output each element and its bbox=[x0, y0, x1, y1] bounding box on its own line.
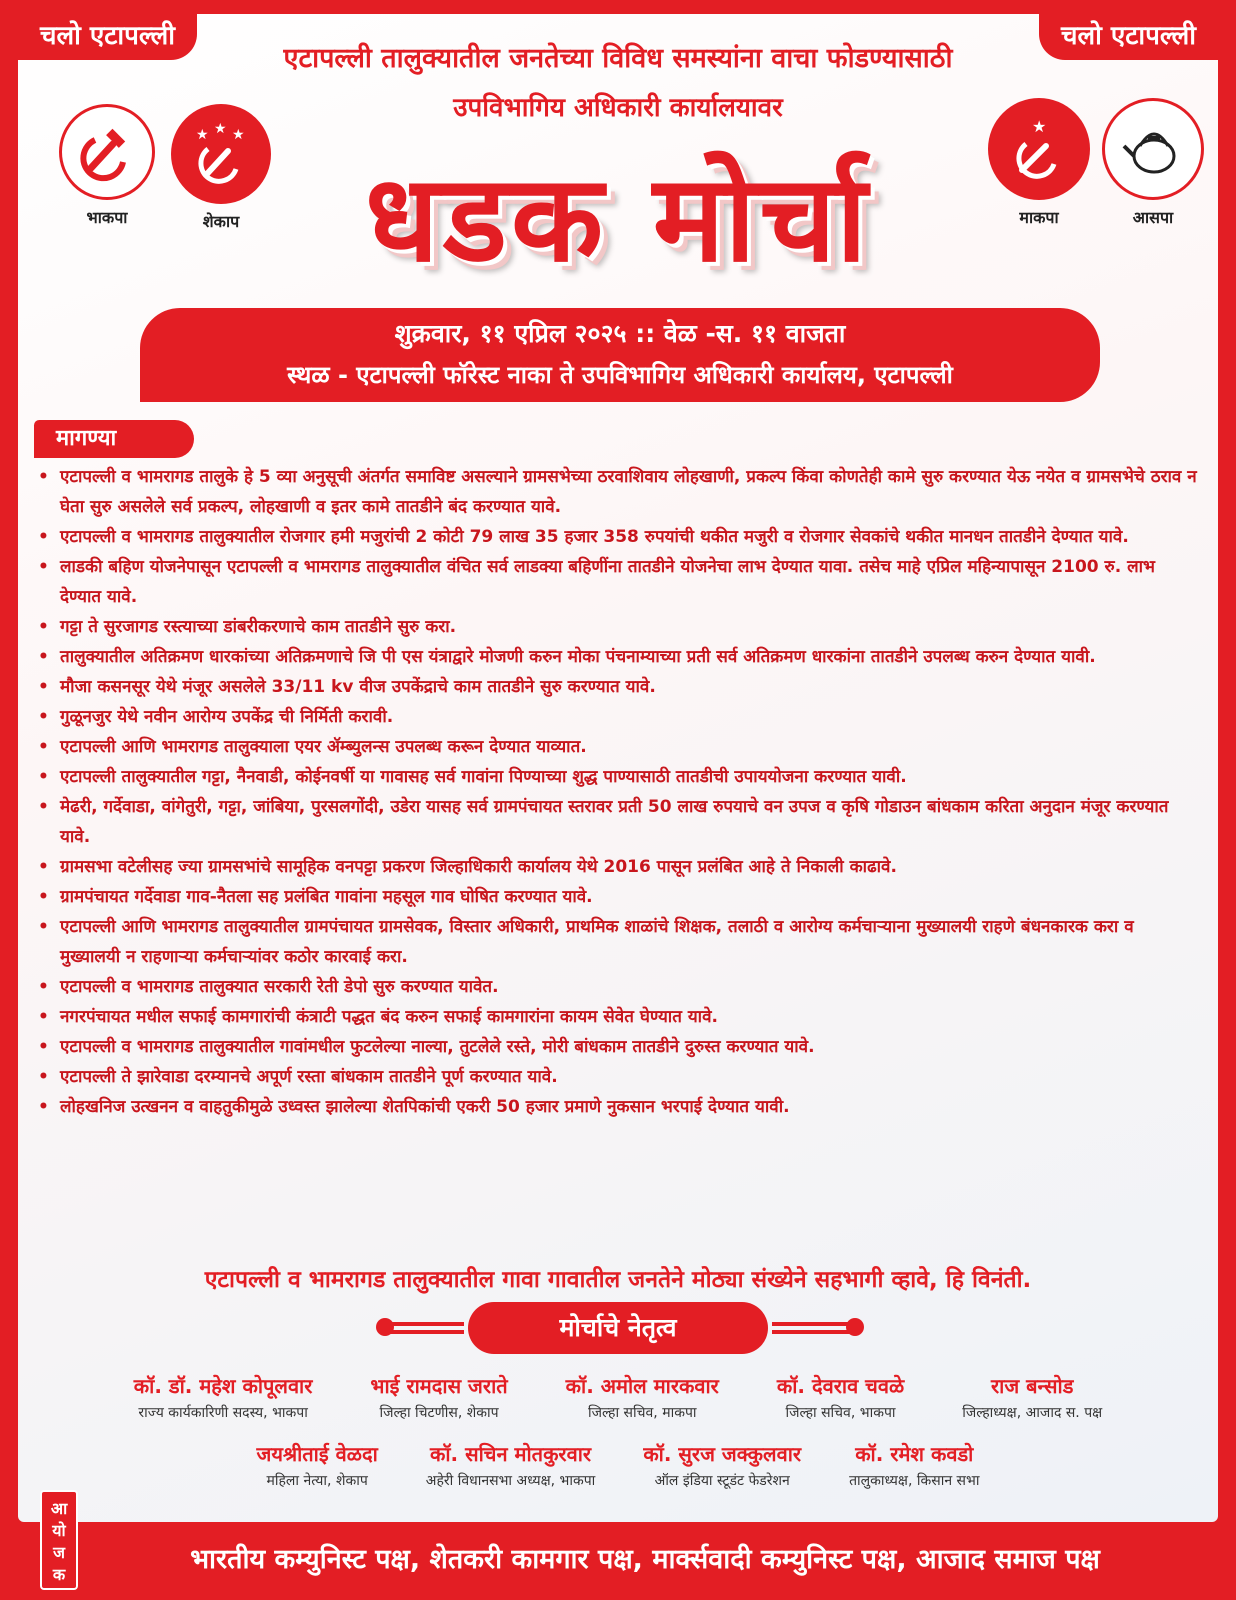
leaders-row-2 bbox=[0, 1440, 1236, 1490]
list-item: • लाडकी बहिण योजनेपासून एटापल्ली व भामरागड तालुक्यातील वंचित सर्व लाडक्या बहिणींना तातडीने योजनेचा लाभ देण्यात यावा. तसेच माहे एप्रिल महिन्यापासून 2100 रु. लाभ देण्यात यावे. bbox=[38, 552, 1198, 612]
leader-role: जिल्हा सचिव, भाकपा bbox=[785, 1405, 896, 1421]
list-item: • एटापल्ली व भामरागड तालुक्यातील गावांमधील फुटलेल्या नाल्या, तुटलेले रस्ते, मोरी बांधकाम तातडीने दुरुस्त करण्यात यावे. bbox=[38, 1032, 1198, 1062]
svg-text:★: ★ bbox=[232, 127, 245, 143]
list-item: • ग्रामसभा वटेलीसह ज्या ग्रामसभांचे सामूहिक वनपट्टा प्रकरण जिल्हाधिकारी कार्यालय येथे 2016 पासून प्रलंबित आहे ते निकाली काढावे. bbox=[38, 852, 1198, 882]
organiser-char: यो bbox=[52, 1521, 66, 1540]
svg-text:★: ★ bbox=[196, 127, 209, 143]
list-item: • गुळूनजुर येथे नवीन आरोग्य उपकेंद्र ची निर्मिती करावी. bbox=[38, 702, 1198, 732]
leader-name: कॉ. सचिन मोतकुरवार bbox=[429, 1442, 592, 1466]
leader-card bbox=[849, 1440, 979, 1490]
organiser-char: ज bbox=[53, 1543, 65, 1562]
svg-text:★: ★ bbox=[1032, 117, 1047, 136]
leader-card bbox=[777, 1372, 904, 1422]
leader-role: जिल्हा चिटणीस, शेकाप bbox=[379, 1405, 499, 1421]
leader-card bbox=[426, 1440, 596, 1490]
footer-parties: भारतीय कम्युनिस्ट पक्ष, शेतकरी कामगार पक्ष, मार्क्सवादी कम्युनिस्ट पक्ष, आजाद समाज पक्ष bbox=[190, 1544, 1100, 1575]
event-place: स्थळ - एटापल्ली फॉरेस्ट नाका ते उपविभागिय अधिकारी कार्यालय, एटापल्ली bbox=[287, 361, 953, 389]
leader-role: राज्य कार्यकारिणी सदस्य, भाकपा bbox=[138, 1405, 308, 1421]
leader-card bbox=[370, 1372, 507, 1422]
logo-label: आसपा bbox=[1132, 208, 1174, 227]
appeal-text: एटापल्ली व भामरागड तालुक्यातील गावा गावातील जनतेने मोठ्या संख्येने सहभागी व्हावे, हि विनंती. bbox=[204, 1267, 1032, 1293]
list-item: • ग्रामपंचायत गर्देवाडा गाव-नैतला सह प्रलंबित गावांना महसूल गाव घोषित करण्यात यावे. bbox=[38, 882, 1198, 912]
list-item: • एटापल्ली आणि भामरागड तालुक्याला एयर ॲम्ब्युलन्स उपलब्ध करून देण्यात याव्यात. bbox=[38, 732, 1198, 762]
organiser-char: क bbox=[52, 1565, 66, 1584]
leader-role: जिल्हा सचिव, माकपा bbox=[587, 1405, 697, 1421]
corner-tag-right: चलो एटापल्ली bbox=[1039, 12, 1218, 60]
decorative-dot bbox=[376, 1318, 394, 1336]
list-item: • मेढरी, गर्देवाडा, वांगेतुरी, गट्टा, जांबिया, पुरसलगोंदी, उडेरा यासह सर्व ग्रामपंचायत स्तरावर प्रती 50 लाख रुपयाचे वन उपज व कृषि गोडाउन बांधकाम करिता अनुदान मंजूर करण्यात यावे. bbox=[38, 792, 1198, 852]
header-line-2: उपविभागिय अधिकारी कार्यालयावर bbox=[453, 93, 783, 123]
leader-card bbox=[643, 1440, 801, 1490]
leaders-row-1 bbox=[0, 1372, 1236, 1422]
list-item: • गट्टा ते सुरजागड रस्त्याच्या डांबरीकरणाचे काम तातडीने सुरु करा. bbox=[38, 612, 1198, 642]
list-item: • नगरपंचायत मधील सफाई कामगारांची कंत्राटी पद्धत बंद करुन सफाई कामगारांना कायम सेवेत घेण्यात यावे. bbox=[38, 1002, 1198, 1032]
leader-card bbox=[134, 1372, 313, 1422]
leader-name: कॉ. डॉ. महेश कोपूलवार bbox=[133, 1374, 313, 1398]
leader-name: कॉ. रमेश कवडो bbox=[855, 1442, 974, 1466]
leader-role: ऑल इंडिया स्टूडंट फेडरेशन bbox=[654, 1473, 790, 1489]
logo-label: शेकाप bbox=[202, 212, 240, 231]
leader-role: तालुकाध्यक्ष, किसान सभा bbox=[849, 1473, 980, 1489]
event-band bbox=[140, 308, 1100, 402]
logo-label: भाकपा bbox=[86, 208, 128, 227]
main-title: धडक मोर्चा bbox=[364, 150, 872, 289]
list-item: • मौजा कसनसूर येथे मंजूर असलेले 33/11 kv वीज उपकेंद्राचे काम तातडीने सुरु करण्यात यावे. bbox=[38, 672, 1198, 702]
svg-text:★: ★ bbox=[214, 121, 227, 137]
list-item: • एटापल्ली व भामरागड तालुक्यात सरकारी रेती डेपो सुरु करण्यात यावेत. bbox=[38, 972, 1198, 1002]
demands-label: मागण्या bbox=[34, 420, 194, 458]
list-item: • एटापल्ली आणि भामरागड तालुक्यातील ग्रामपंचायत ग्रामसेवक, विस्तार अधिकारी, प्राथमिक शाळांचे शिक्षक, तलाठी व आरोग्य कर्मचाऱ्याना मुख्यालयी राहणे बंधनकारक करा व मुख्यालयी न राहणाऱ्या कर्मचाऱ्यांवर कठोर कारवाई करा. bbox=[38, 912, 1198, 972]
organiser-tag bbox=[40, 1490, 78, 1590]
demands-list bbox=[38, 462, 1198, 1122]
logo-label: माकपा bbox=[1019, 208, 1059, 227]
corner-tag-left: चलो एटापल्ली bbox=[18, 12, 197, 60]
list-item: • एटापल्ली तालुक्यातील गट्टा, नैनवाडी, कोईनवर्षी या गावासह सर्व गावांना पिण्याच्या शुद्ध पाण्यासाठी तातडीची उपाययोजना करण्यात यावी. bbox=[38, 762, 1198, 792]
list-item: • तालुक्यातील अतिक्रमण धारकांच्या अतिक्रमणाचे जि पी एस यंत्राद्वारे मोजणी करुन मोका पंचनाम्याच्या प्रती सर्व अतिक्रमण धारकांना तातडीने उपलब्ध करुन देण्यात यावी. bbox=[38, 642, 1198, 672]
leader-role: महिला नेत्या, शेकाप bbox=[266, 1473, 368, 1489]
leader-card bbox=[962, 1372, 1102, 1422]
event-date: शुक्रवार, ११ एप्रिल २०२५ :: वेळ -स. ११ वाजता bbox=[394, 319, 846, 348]
leader-name: कॉ. देवराव चवळे bbox=[776, 1374, 905, 1398]
leader-name: भाई रामदास जराते bbox=[370, 1374, 508, 1398]
leader-name: कॉ. अमोल मारकवार bbox=[565, 1374, 719, 1398]
leader-role: अहेरी विधानसभा अध्यक्ष, भाकपा bbox=[425, 1473, 596, 1489]
list-item: • लोहखनिज उत्खनन व वाहतुकीमुळे उध्वस्त झालेल्या शेतपिकांची एकरी 50 हजार प्रमाणे नुकसान भरपाई देण्यात यावी. bbox=[38, 1092, 1198, 1122]
list-item: • एटापल्ली ते झारेवाडा दरम्यानचे अपूर्ण रस्ता बांधकाम तातडीने पूर्ण करण्यात यावे. bbox=[38, 1062, 1198, 1092]
leader-name: जयश्रीताई वेळदा bbox=[256, 1442, 378, 1466]
leader-card bbox=[566, 1372, 719, 1422]
organiser-char: आ bbox=[50, 1499, 68, 1518]
list-item: • एटापल्ली व भामरागड तालुक्यातील रोजगार हमी मजुरांची 2 कोटी 79 लाख 35 हजार 358 रुपयांची थकीत मजुरी व रोजगार सेवकांचे थकीत मानधन तातडीने देण्यात यावे. bbox=[38, 522, 1198, 552]
header-line-1: एटापल्ली तालुक्यातील जनतेच्या विविध समस्यांना वाचा फोडण्यासाठी bbox=[283, 43, 953, 74]
leader-name: कॉ. सुरज जक्कुलवार bbox=[643, 1442, 802, 1466]
list-item: • एटापल्ली व भामरागड तालुके हे 5 व्या अनुसूची अंतर्गत समाविष्ट असल्याने ग्रामसभेच्या ठरवाशिवाय लोहखाणी, प्रकल्प किंवा कोणतेही कामे सुरु करण्यात येऊ नयेत व ग्रामसभेचे ठराव न घेता सुरु असलेले सर्व प्रकल्प, लोहखाणी व इतर कामे तातडीने बंद करण्यात यावे. bbox=[38, 462, 1198, 522]
leader-role: जिल्हाध्यक्ष, आजाद स. पक्ष bbox=[962, 1405, 1103, 1421]
decorative-divider bbox=[772, 1322, 856, 1334]
decorative-dot bbox=[846, 1318, 864, 1336]
leadership-label: मोर्चाचे नेतृत्व bbox=[468, 1302, 768, 1354]
leader-card bbox=[257, 1440, 378, 1490]
leader-name: राज बन्सोड bbox=[990, 1374, 1074, 1398]
